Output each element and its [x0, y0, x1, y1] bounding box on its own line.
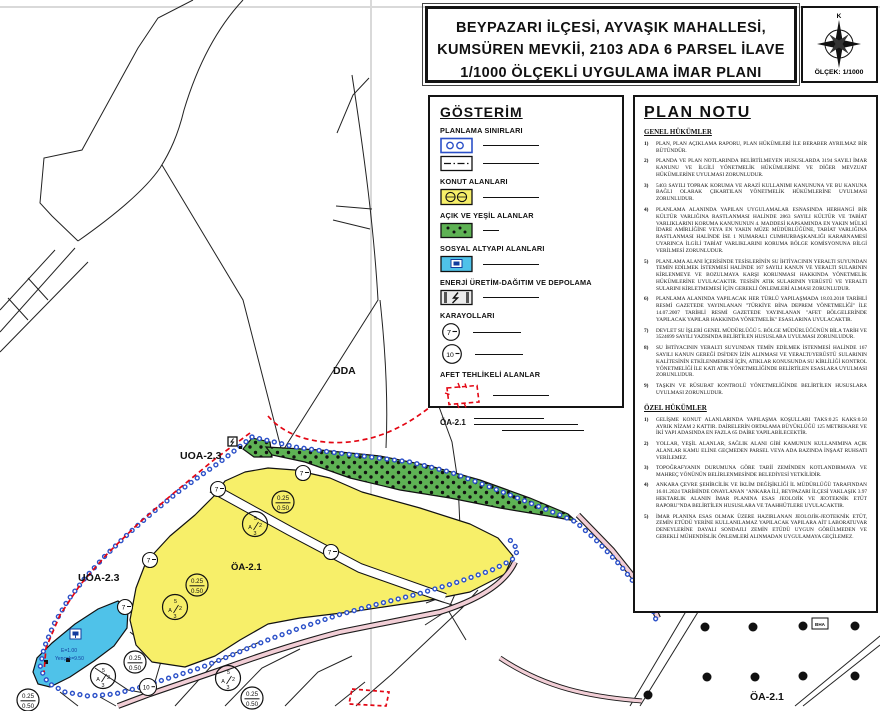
- svg-text:0.50: 0.50: [128, 665, 142, 672]
- bha-symbol: [812, 618, 828, 629]
- svg-text:7: 7: [446, 328, 452, 337]
- legend-label-planlama: PLANLAMA SINIRLARI: [440, 126, 523, 135]
- svg-text:0.50: 0.50: [245, 701, 259, 708]
- afet-swatch-icon: [440, 381, 484, 409]
- scale-label: ÖLÇEK: 1/1000: [814, 69, 864, 76]
- legend-row: [440, 289, 612, 306]
- legend-label-yesil: AÇIK VE YEŞİL ALANLAR: [440, 211, 534, 220]
- svg-text:5: 5: [102, 668, 105, 675]
- svg-text:7: 7: [299, 470, 304, 478]
- svg-text:5: 5: [254, 516, 257, 523]
- svg-text:10: 10: [446, 351, 454, 359]
- legend-row: [440, 381, 612, 409]
- svg-text:7: 7: [146, 557, 151, 565]
- genel-item: 1) PLAN, PLAN AÇIKLAMA RAPORU, PLAN HÜKÜMLERİ İLE BERABER AYRILMAZ BİR BÜTÜNDÜR.: [644, 141, 867, 154]
- svg-text:0.25: 0.25: [276, 495, 290, 503]
- svg-text:0.50: 0.50: [276, 505, 290, 512]
- mera-dots: [644, 622, 860, 700]
- trafo-icon: [228, 437, 242, 449]
- svg-text:BHA: BHA: [815, 622, 825, 627]
- svg-text:A: A: [221, 678, 225, 685]
- plan-notu-title: PLAN NOTU: [644, 104, 751, 121]
- map-label-oa-2: ÖA-2.1: [750, 691, 784, 703]
- map-label-uoa-1: UOA-2.3: [180, 450, 222, 462]
- svg-text:2: 2: [259, 523, 262, 529]
- legend-row: [440, 222, 612, 239]
- legend-label-enerji: ENERJİ ÜRETİM-DAĞITIM VE DEPOLAMA: [440, 278, 592, 287]
- svg-text:10: 10: [142, 685, 150, 692]
- svg-text:0.25: 0.25: [245, 691, 259, 699]
- svg-text:5: 5: [227, 670, 230, 677]
- enerji-swatch-icon: [440, 289, 474, 306]
- svg-text:3: 3: [173, 614, 177, 620]
- ozel-item: 5) İMAR PLANINA ESAS OLMAK ÜZERE HAZIRLANAN JEOLOJİK-JEOTEKNİK ETÜT, ZEMİN ETÜDÜ YERİNE KULLANILAMAZ YAPILACAK YAPILARA AİT LABORATUVAR DENEYLERİNE DAYALI SONDAJLI ZEMİN ETÜDÜ UYGUN GÖRÜLMEDEN VE GEREKLİ MÜHENDİSLİK ÖNLEMLERİ ALINMADAN UYGULAMAYA GEÇİLEMEZ.: [644, 513, 867, 541]
- genel-item: 8) SU İHTİYACININ YERALTI SUYUNDAN TEMİN EDİLMEK İSTENMESİ HALİNDE 167 SAYILI KANUN GEREĞİ DSİ'DEN İZİN ALINMASI VE YERALTI/YERÜSTÜ SULARININ KALİTESİNİN ETKİLENMEMESİ İÇİN, ATIKLAR KONUSUNDA SU KİRLİLİĞİ KONTROL YÖNETMELİĞİ İLE KATI ATIK YÖNETMELİĞİNDE BELİRTİLEN ESASLARA UYULMASI ZORUNLUDUR.: [644, 344, 867, 379]
- svg-text:0.25: 0.25: [190, 578, 204, 586]
- svg-text:A: A: [96, 676, 100, 683]
- title-block: [425, 6, 797, 83]
- svg-text:7: 7: [121, 604, 126, 612]
- legend-label-karayollari: KARAYOLLARI: [440, 311, 495, 320]
- plan-boundary-swatch-icon: [440, 137, 474, 154]
- svg-text:3: 3: [101, 683, 105, 689]
- svg-text:3: 3: [253, 531, 257, 537]
- legend-label-sosyal: SOSYAL ALTYAPI ALANLARI: [440, 244, 545, 253]
- sosyal-swatch-icon: [440, 255, 474, 273]
- genel-item: 2) PLANDA VE PLAN NOTLARINDA BELİRTİLMEYEN HUSUSLARDA 3194 SAYILI İMAR KANUNU VE İLGİLİ YÖNETMELİK HÜKÜMLERİNE VE DİĞER MEVZUAT HÜKÜMLERİNE UYULMASI ZORUNLUDUR.: [644, 158, 867, 179]
- yesil-swatch-icon: [440, 222, 474, 239]
- compass-rose-icon: [817, 20, 861, 68]
- map-label-oa-1: ÖA-2.1: [231, 562, 262, 573]
- north-label: K: [836, 13, 842, 20]
- svg-text:0.25: 0.25: [21, 693, 35, 701]
- legend-title: GÖSTERİM: [440, 104, 523, 120]
- svg-text:7: 7: [214, 486, 219, 494]
- svg-text:0.50: 0.50: [21, 703, 35, 710]
- svg-text:2: 2: [232, 677, 235, 683]
- road10-swatch-icon: [440, 343, 466, 365]
- genel-item: 9) TAŞKIN VE RÜSUBAT KONTROLÜ YÖNETMELİĞİNDE BELİRTİLEN HUSUSLARA UYULMASI ZORUNLUDUR.: [644, 382, 867, 396]
- map-label-uoa-2: UOA-2.3: [78, 572, 120, 584]
- ozel-item: 2) YOLLAR, YEŞİL ALANLAR, SAĞLIK ALANI GİBİ KAMUNUN KULLANIMINA AÇIK ALANLAR KAMU ELİNE GEÇMEDEN PARSEL VEYA ADA BAZINDA İNŞAAT RUHSATI VERİLEMEZ.: [644, 440, 867, 461]
- emsal-label: E=1.00: [61, 648, 77, 654]
- legend-label-afet: AFET TEHLİKELİ ALANLAR: [440, 370, 541, 379]
- plan-notu-box: [633, 95, 878, 613]
- svg-text:5: 5: [174, 599, 177, 606]
- compass-box: [801, 6, 878, 83]
- ozel-item: 1) GELİŞME KONUT ALANLARINDA YAPILAŞMA KOŞULLARI TAKS:0.25 KAKS:0.50 AYRIK NİZAM 2 KATTIR. DAİRELERİN ORTALAMA BÜYÜKLÜĞÜ 125 METREKARE VE İKİ YAPI ADASINDA EN FAZLA 65 DAİRE YAPILABİLECEKTİR.: [644, 416, 867, 437]
- svg-text:A: A: [248, 524, 252, 531]
- legend-oa-label: ÖA-2.1: [440, 418, 466, 427]
- existing-boundary-swatch-icon: [440, 155, 474, 172]
- svg-text:7: 7: [327, 549, 332, 557]
- legend-label-konut: KONUT ALANLARI: [440, 177, 508, 186]
- road7-swatch-icon: [440, 322, 464, 342]
- legend-oa-lines: [474, 418, 584, 436]
- map-label-dda: DDA: [333, 365, 356, 377]
- ozel-item: 4) ANKARA ÇEVRE ŞEHİRCİLİK VE İKLİM DEĞİŞİKLİĞİ İL MÜDÜRLÜĞÜ TARAFINDAN 16.01.2024 TARİHİNDE ONAYLANAN "ANKARA İLİ, BEYPAZARI İLÇESİ YAKLAŞIK 3.97 HEKTARLIK ALANIN İMAR PLANINA ESAS JEOLOJİK VE JEOTEKNİK ETÜT RAPORU"NDA BELİRTİLEN HUSUSLARA VE TAAHHÜTLERE UYULACAKTIR.: [644, 482, 867, 510]
- title-line-1: BEYPAZARI İLÇESİ, AYVAŞIK MAHALLESİ,: [455, 20, 767, 36]
- title-line-2: KUMSÜREN MEVKİİ, 2103 ADA 6 PARSEL İLAVE: [437, 42, 785, 59]
- ozel-item: 3) TOPOĞRAFYANIN DURUMUNA GÖRE TABİİ ZEMİNDEN KOTLANDIRMAYA VE MAHREÇ YÖNÜNÜN BELİRLENMESİNDE BELEDİYESİ YETKİLİDİR.: [644, 465, 867, 478]
- legend-row-oa: [440, 418, 612, 436]
- title-line-3: 1/1000 ÖLÇEKLİ UYGULAMA İMAR PLANI: [460, 64, 762, 81]
- legend-row: [440, 322, 612, 342]
- genel-item: 5) PLANLAMA ALANI İÇERİSİNDE TESİSLERİNİN SU İHTİYACININ YERALTI SUYUNDAN TEMİN EDİLMEK İSTENMESİ HALİNDE 167 SAYILI KANUN VE YERALTI SULARININ KİRLENMEYE VE BOZULMAYA KARŞI KORUNMASI HAKKINDA YÖNETMELİK HÜKÜMLERİNE UYULACAKTIR. TESİSİN ATIK SULARININ YERÜSTÜ VE YERALTI SULARINI KİRLETMEMESİ İÇİN GEREKLİ ÖNLEMLERİ ALMASI ZORUNLUDUR.: [644, 258, 867, 292]
- legend-box: [428, 95, 624, 427]
- legend-row: [440, 343, 612, 365]
- genel-item: 7) DEVLET SU İŞLERİ GENEL MÜDÜRLÜĞÜ 5. BÖLGE MÜDÜRLÜĞÜNÜN BİLA TARİH VE 3524699 SAYILI YAZISINDA BELİRTİLEN HUSUSLARA UYULMASI ZORUNLUDUR.: [644, 327, 867, 341]
- svg-text:2: 2: [179, 606, 182, 612]
- konut-swatch-icon: [440, 188, 474, 206]
- svg-text:2: 2: [107, 675, 110, 681]
- legend-row: [440, 188, 612, 206]
- svg-text:0.50: 0.50: [190, 588, 204, 595]
- legend-row: [440, 155, 612, 172]
- ozel-hukumler-heading: ÖZEL HÜKÜMLER: [644, 403, 707, 412]
- svg-text:A: A: [168, 607, 172, 614]
- genel-item: 4) PLANLAMA ALANINDA YAPILAN UYGULAMALAR ESNASINDA HERHANGİ BİR KÜLTÜR VARLIĞINA RASTLANMASI HALİNDE 2863 SAYILI KÜLTÜR VE TABİAT VARLIKLARINI KORUMA KANUNUNUN 4. MADDESİ KAPSAMINDA EN YAKIN MÜLKİ İDARE AMİRLİĞİNE VEYA EN YAKIN MÜZE MÜDÜRLÜĞÜNE, TABİAT VARLIĞINA RASTLANMASI HALİNDE İSE 1 NUMARALI CUMHURBAŞKANLIĞI KARARNAMESİ UYARINCA İLGİLİ TABİAT VARLIKLARINI KORUMA BÖLGE KOMİSYONUNA BİLGİ VERİLMESİ ZORUNLUDUR.: [644, 206, 867, 255]
- yencok-label: Yençok=9.50: [55, 656, 84, 662]
- svg-text:0.25: 0.25: [128, 655, 142, 663]
- genel-hukumler-heading: GENEL HÜKÜMLER: [644, 128, 712, 136]
- legend-row: [440, 255, 612, 273]
- genel-item: 3) 5403 SAYILI TOPRAK KORUMA VE ARAZİ KULLANIMI KANUNUNA VE BU KANUNA BAĞLI OLARAK ÇIKARTILAN YÖNETMELİK HÜKÜMLERİNE UYULMASI ZORUNLUDUR.: [644, 182, 867, 203]
- legend-row: [440, 137, 612, 154]
- svg-text:3: 3: [226, 685, 230, 691]
- genel-item: 6) PLANLAMA ALANINDA YAPILACAK HER TÜRLÜ YAPILAŞMADA 18.03.2018 TARİHLİ RESMİ GAZETEDE YAYINLANAN "TÜRKİYE BİNA DEPREM YÖNETMELİĞİ" İLE 14.07.2007 TARİHLİ RESMİ GAZETEDE YAYINLANAN "AFET BÖLGELERİNDE YAPILACAK YAPILAR HAKKINDA YÖNETMELİK" ESASLARINA UYULACAKTIR.: [644, 296, 867, 324]
